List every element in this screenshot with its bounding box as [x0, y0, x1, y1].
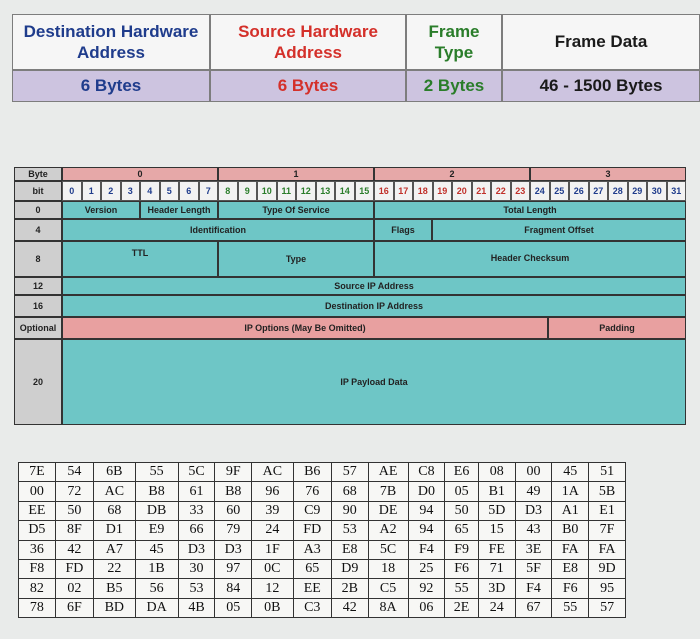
dest-header-line1: Destination Hardware: [23, 21, 199, 41]
bit-cell: 7: [199, 181, 219, 201]
frame-type-size: 2 Bytes: [406, 70, 502, 102]
hex-byte: FD: [55, 559, 93, 578]
bit-cell: 4: [140, 181, 160, 201]
hex-byte: 95: [589, 579, 626, 598]
hex-byte: A3: [293, 540, 331, 559]
hex-byte: EE: [19, 501, 56, 520]
hex-byte: 1A: [552, 482, 589, 501]
hex-byte: 61: [178, 482, 215, 501]
hex-byte: 76: [293, 482, 331, 501]
hex-byte: 54: [55, 463, 93, 482]
bit-cell: 19: [433, 181, 453, 201]
hex-byte: A1: [552, 501, 589, 520]
hex-byte: 78: [19, 598, 56, 617]
bit-cell: 25: [550, 181, 570, 201]
hex-byte: 33: [178, 501, 215, 520]
hex-byte: 97: [215, 559, 252, 578]
hex-byte: 92: [408, 579, 445, 598]
hex-byte: D3: [215, 540, 252, 559]
hex-byte: B5: [94, 579, 135, 598]
hex-byte: F6: [445, 559, 479, 578]
hex-byte: 39: [252, 501, 293, 520]
hex-byte: FA: [589, 540, 626, 559]
hex-byte: C3: [293, 598, 331, 617]
bit-cell: 15: [355, 181, 375, 201]
header-length-field: Header Length: [140, 201, 218, 219]
hex-byte: B6: [293, 463, 331, 482]
destination-ip-field: Destination IP Address: [62, 295, 686, 317]
bit-cell: 9: [238, 181, 258, 201]
hex-byte: 7B: [368, 482, 408, 501]
hex-byte: 42: [331, 598, 368, 617]
hex-byte: 5F: [515, 559, 552, 578]
identification-field: Identification: [62, 219, 374, 241]
ip-header-diagram: [14, 167, 686, 425]
source-header-line2: Address: [273, 43, 343, 62]
hex-byte: 22: [94, 559, 135, 578]
hex-byte: 1F: [252, 540, 293, 559]
hex-byte: 0B: [252, 598, 293, 617]
bit-cell: 27: [589, 181, 609, 201]
hex-byte: 68: [331, 482, 368, 501]
hex-byte: F4: [408, 540, 445, 559]
hex-byte: 0C: [252, 559, 293, 578]
hex-byte: F4: [515, 579, 552, 598]
total-length-field: Total Length: [374, 201, 686, 219]
hex-byte: 00: [19, 482, 56, 501]
hex-byte: 5D: [478, 501, 515, 520]
bit-cell: 1: [82, 181, 102, 201]
bit-cell: 29: [628, 181, 648, 201]
hex-byte: 9F: [215, 463, 252, 482]
hex-byte: BD: [94, 598, 135, 617]
hex-byte: F6: [552, 579, 589, 598]
hex-byte: 3E: [515, 540, 552, 559]
hex-row: [19, 501, 626, 520]
type-field: Type: [218, 241, 374, 277]
hex-byte: 57: [331, 463, 368, 482]
hex-byte: A7: [94, 540, 135, 559]
hex-byte: 05: [215, 598, 252, 617]
hex-byte: C9: [293, 501, 331, 520]
hex-byte: 24: [252, 521, 293, 540]
hex-byte: 49: [515, 482, 552, 501]
bit-cell: 20: [452, 181, 472, 201]
bit-cell: 23: [511, 181, 531, 201]
hex-byte: 67: [515, 598, 552, 617]
hex-byte: 7E: [19, 463, 56, 482]
hex-byte: 3D: [478, 579, 515, 598]
source-size: 6 Bytes: [210, 70, 406, 102]
bit-cell: 8: [218, 181, 238, 201]
hex-byte: 53: [178, 579, 215, 598]
byte-0: 0: [62, 167, 218, 181]
hex-byte: EE: [293, 579, 331, 598]
hex-byte: 8A: [368, 598, 408, 617]
bit-cell: 16: [374, 181, 394, 201]
hex-byte: E1: [589, 501, 626, 520]
type-of-service-field: Type Of Service: [218, 201, 374, 219]
bit-cell: 13: [316, 181, 336, 201]
hex-byte: 5C: [178, 463, 215, 482]
hex-byte: 9D: [589, 559, 626, 578]
frame-data-size: 46 - 1500 Bytes: [502, 70, 700, 102]
hex-row: [19, 598, 626, 617]
hex-byte: 84: [215, 579, 252, 598]
dest-size: 6 Bytes: [12, 70, 210, 102]
bit-cell: 26: [569, 181, 589, 201]
hex-byte: DA: [135, 598, 178, 617]
byte-1: 1: [218, 167, 374, 181]
bit-cell: 24: [530, 181, 550, 201]
hex-byte: C8: [408, 463, 445, 482]
dest-hardware-address-header: [12, 14, 210, 70]
hex-byte: B8: [135, 482, 178, 501]
bit-cell: 17: [394, 181, 414, 201]
hex-byte: FE: [478, 540, 515, 559]
hex-byte: D9: [331, 559, 368, 578]
hex-byte: F8: [19, 559, 56, 578]
hex-byte: 06: [408, 598, 445, 617]
bit-cell: 5: [160, 181, 180, 201]
hex-byte: 05: [445, 482, 479, 501]
header-checksum-field: Header Checksum: [374, 241, 686, 277]
source-header-line1: Source Hardware: [238, 21, 378, 41]
hex-byte: 6B: [94, 463, 135, 482]
source-ip-field: Source IP Address: [62, 277, 686, 295]
bit-cell: 28: [608, 181, 628, 201]
hex-byte: 71: [478, 559, 515, 578]
hex-byte: 00: [515, 463, 552, 482]
bit-cell: 31: [667, 181, 687, 201]
bit-cell: 6: [179, 181, 199, 201]
hex-byte: D0: [408, 482, 445, 501]
bit-cell: 14: [335, 181, 355, 201]
bit-cell: 10: [257, 181, 277, 201]
hex-byte: A2: [368, 521, 408, 540]
hex-byte: 15: [478, 521, 515, 540]
hex-row: [19, 540, 626, 559]
offset-0: 0: [14, 201, 62, 219]
frame-data-header: [502, 14, 700, 70]
source-hardware-address-header: [210, 14, 406, 70]
hex-row: [19, 463, 626, 482]
offset-4: 4: [14, 219, 62, 241]
hex-byte: AC: [94, 482, 135, 501]
offset-8: 8: [14, 241, 62, 277]
hex-byte: D3: [178, 540, 215, 559]
hex-byte: 65: [445, 521, 479, 540]
bit-cell: 3: [121, 181, 141, 201]
hex-byte: B1: [478, 482, 515, 501]
hex-byte: 94: [408, 501, 445, 520]
flags-field: Flags: [374, 219, 432, 241]
hex-byte: 42: [55, 540, 93, 559]
hex-byte: 56: [135, 579, 178, 598]
hex-row: [19, 482, 626, 501]
hex-byte: 94: [408, 521, 445, 540]
hex-byte: 1B: [135, 559, 178, 578]
hex-byte: E8: [331, 540, 368, 559]
hex-byte: 53: [331, 521, 368, 540]
hex-byte: 30: [178, 559, 215, 578]
hex-byte: F9: [445, 540, 479, 559]
hex-byte: 79: [215, 521, 252, 540]
version-field: Version: [62, 201, 140, 219]
hex-byte: C5: [368, 579, 408, 598]
hex-byte: 8F: [55, 521, 93, 540]
offset-optional: Optional: [14, 317, 62, 339]
hex-byte: 4B: [178, 598, 215, 617]
hex-byte: 50: [55, 501, 93, 520]
frame-data-label: Frame Data: [554, 32, 648, 52]
hex-byte: 5B: [589, 482, 626, 501]
hex-byte: 43: [515, 521, 552, 540]
hex-row: [19, 579, 626, 598]
hex-byte: 90: [331, 501, 368, 520]
hex-byte: 66: [178, 521, 215, 540]
hex-byte: 51: [589, 463, 626, 482]
bit-cell: 18: [413, 181, 433, 201]
fragment-offset-field: Fragment Offset: [432, 219, 686, 241]
bit-label: bit: [14, 181, 62, 201]
hex-byte: 60: [215, 501, 252, 520]
byte-label: Byte: [14, 167, 62, 181]
bit-cell: 21: [472, 181, 492, 201]
hex-byte: 68: [94, 501, 135, 520]
hex-byte: AC: [252, 463, 293, 482]
hex-byte: B8: [215, 482, 252, 501]
bit-cell: 2: [101, 181, 121, 201]
hex-byte: 55: [135, 463, 178, 482]
ip-options-field: IP Options (May Be Omitted): [62, 317, 548, 339]
bit-cell: 11: [277, 181, 297, 201]
frame-type-label: Frame Type: [428, 21, 480, 62]
hex-byte: DB: [135, 501, 178, 520]
hex-byte: 82: [19, 579, 56, 598]
hex-byte: 18: [368, 559, 408, 578]
hex-row: [19, 559, 626, 578]
hex-byte: 7F: [589, 521, 626, 540]
hex-byte: 2E: [445, 598, 479, 617]
hex-dump-table: [18, 462, 626, 618]
hex-byte: 5C: [368, 540, 408, 559]
hex-byte: 57: [589, 598, 626, 617]
byte-3: 3: [530, 167, 686, 181]
bit-row: [62, 181, 686, 201]
hex-byte: 24: [478, 598, 515, 617]
frame-type-header: [406, 14, 502, 70]
hex-byte: 65: [293, 559, 331, 578]
hex-byte: 12: [252, 579, 293, 598]
hex-byte: 55: [445, 579, 479, 598]
hex-byte: D1: [94, 521, 135, 540]
hex-byte: E9: [135, 521, 178, 540]
ethernet-frame-table: [12, 14, 700, 102]
hex-byte: FD: [293, 521, 331, 540]
payload-field: IP Payload Data: [62, 339, 686, 425]
hex-byte: 2B: [331, 579, 368, 598]
ttl-field: TTL: [62, 241, 218, 277]
hex-byte: 45: [135, 540, 178, 559]
hex-byte: 08: [478, 463, 515, 482]
hex-byte: 25: [408, 559, 445, 578]
hex-byte: 96: [252, 482, 293, 501]
bit-cell: 12: [296, 181, 316, 201]
hex-byte: FA: [552, 540, 589, 559]
hex-row: [19, 521, 626, 540]
hex-byte: B0: [552, 521, 589, 540]
bit-cell: 30: [647, 181, 667, 201]
hex-byte: 45: [552, 463, 589, 482]
offset-16: 16: [14, 295, 62, 317]
hex-byte: E6: [445, 463, 479, 482]
byte-2: 2: [374, 167, 530, 181]
hex-byte: D5: [19, 521, 56, 540]
hex-byte: 72: [55, 482, 93, 501]
padding-field: Padding: [548, 317, 686, 339]
offset-20: 20: [14, 339, 62, 425]
hex-byte: D3: [515, 501, 552, 520]
offset-12: 12: [14, 277, 62, 295]
hex-byte: AE: [368, 463, 408, 482]
hex-byte: 02: [55, 579, 93, 598]
hex-byte: 55: [552, 598, 589, 617]
hex-byte: 6F: [55, 598, 93, 617]
hex-byte: DE: [368, 501, 408, 520]
hex-byte: E8: [552, 559, 589, 578]
bit-cell: 22: [491, 181, 511, 201]
hex-byte: 36: [19, 540, 56, 559]
dest-header-line2: Address: [76, 43, 146, 62]
bit-cell: 0: [62, 181, 82, 201]
hex-byte: 50: [445, 501, 479, 520]
